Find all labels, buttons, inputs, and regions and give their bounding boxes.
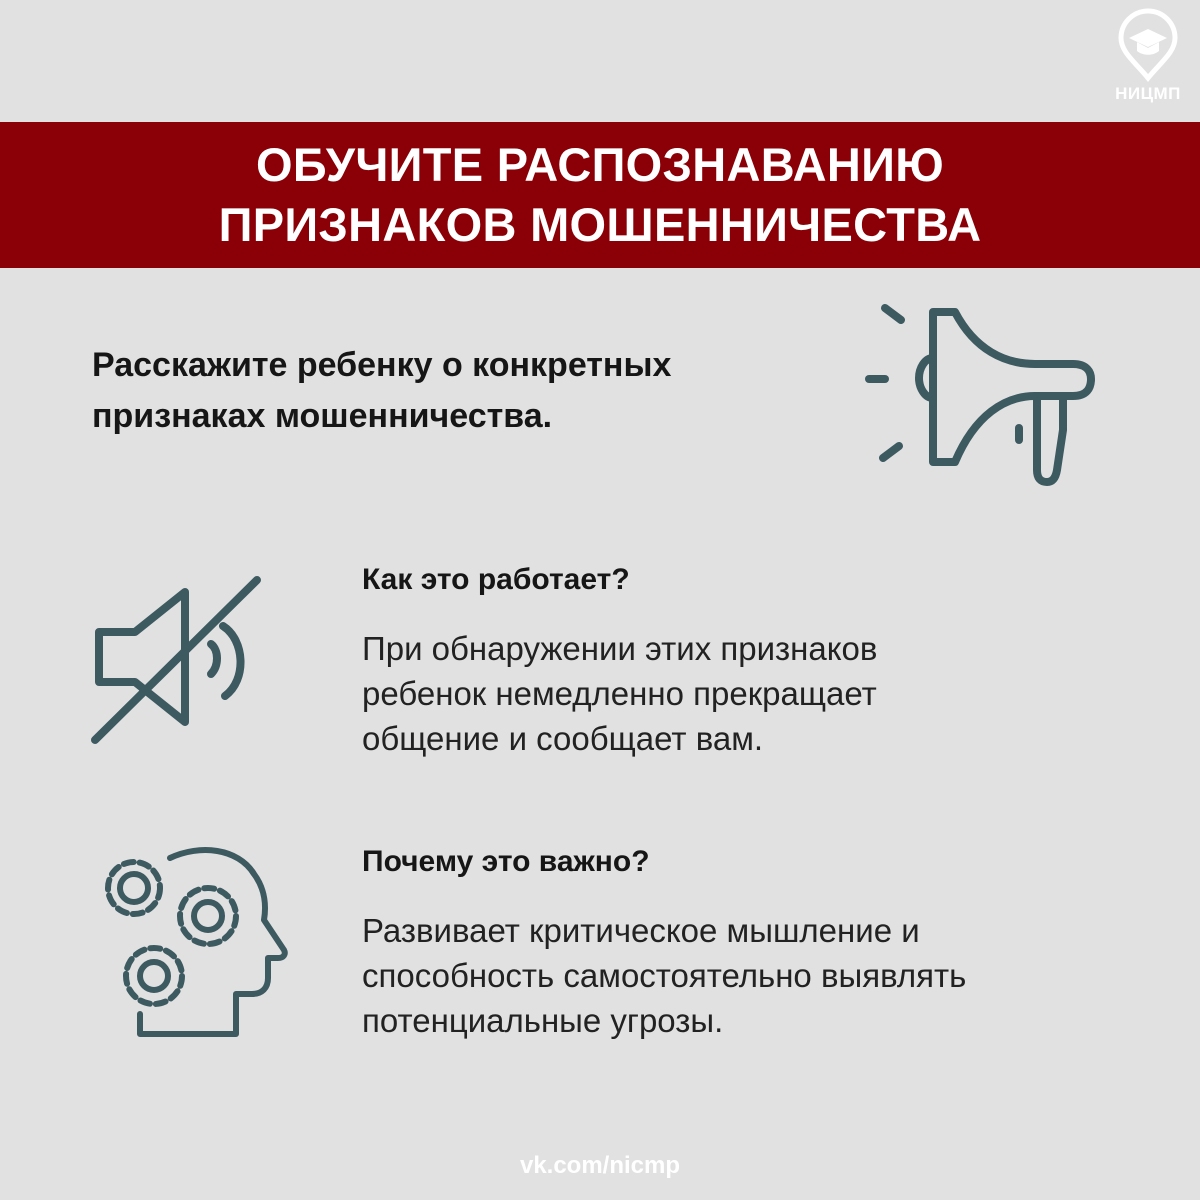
how-it-works-line-3: общение и сообщает вам.	[362, 720, 764, 757]
muted-speaker-icon	[85, 570, 275, 750]
how-it-works-heading: Как это работает?	[362, 563, 630, 596]
banner-title-line-1: ОБУЧИТЕ РАСПОЗНАВАНИЮ	[256, 138, 944, 191]
why-important-section	[362, 842, 1142, 1043]
why-important-text	[362, 908, 1142, 1043]
why-important-line-3: потенциальные угрозы.	[362, 1002, 724, 1039]
why-important-line-2: способность самостоятельно выявлять	[362, 957, 967, 994]
brand-logo	[1108, 8, 1188, 108]
megaphone-icon	[855, 300, 1105, 500]
how-it-works-line-2: ребенок немедленно прекращает	[362, 675, 877, 712]
logo-text: НИЦМП	[1115, 84, 1181, 103]
intro-line-1: Расскажите ребенку о конкретных	[92, 346, 672, 384]
why-important-line-1: Развивает критическое мышление и	[362, 912, 920, 949]
how-it-works-section	[362, 560, 1142, 761]
head-gears-icon	[88, 838, 298, 1038]
how-it-works-text	[362, 626, 1142, 761]
how-it-works-line-1: При обнаружении этих признаков	[362, 630, 878, 667]
banner-title-line-2: ПРИЗНАКОВ МОШЕННИЧЕСТВА	[218, 198, 982, 251]
graduation-cap-pin-icon	[1113, 8, 1183, 82]
title-banner	[0, 122, 1200, 268]
footer-link[interactable]: vk.com/nicmp	[519, 1152, 681, 1179]
intro-line-2: признаках мошенничества.	[92, 397, 553, 435]
why-important-heading: Почему это важно?	[362, 845, 650, 878]
intro-text	[92, 340, 832, 442]
